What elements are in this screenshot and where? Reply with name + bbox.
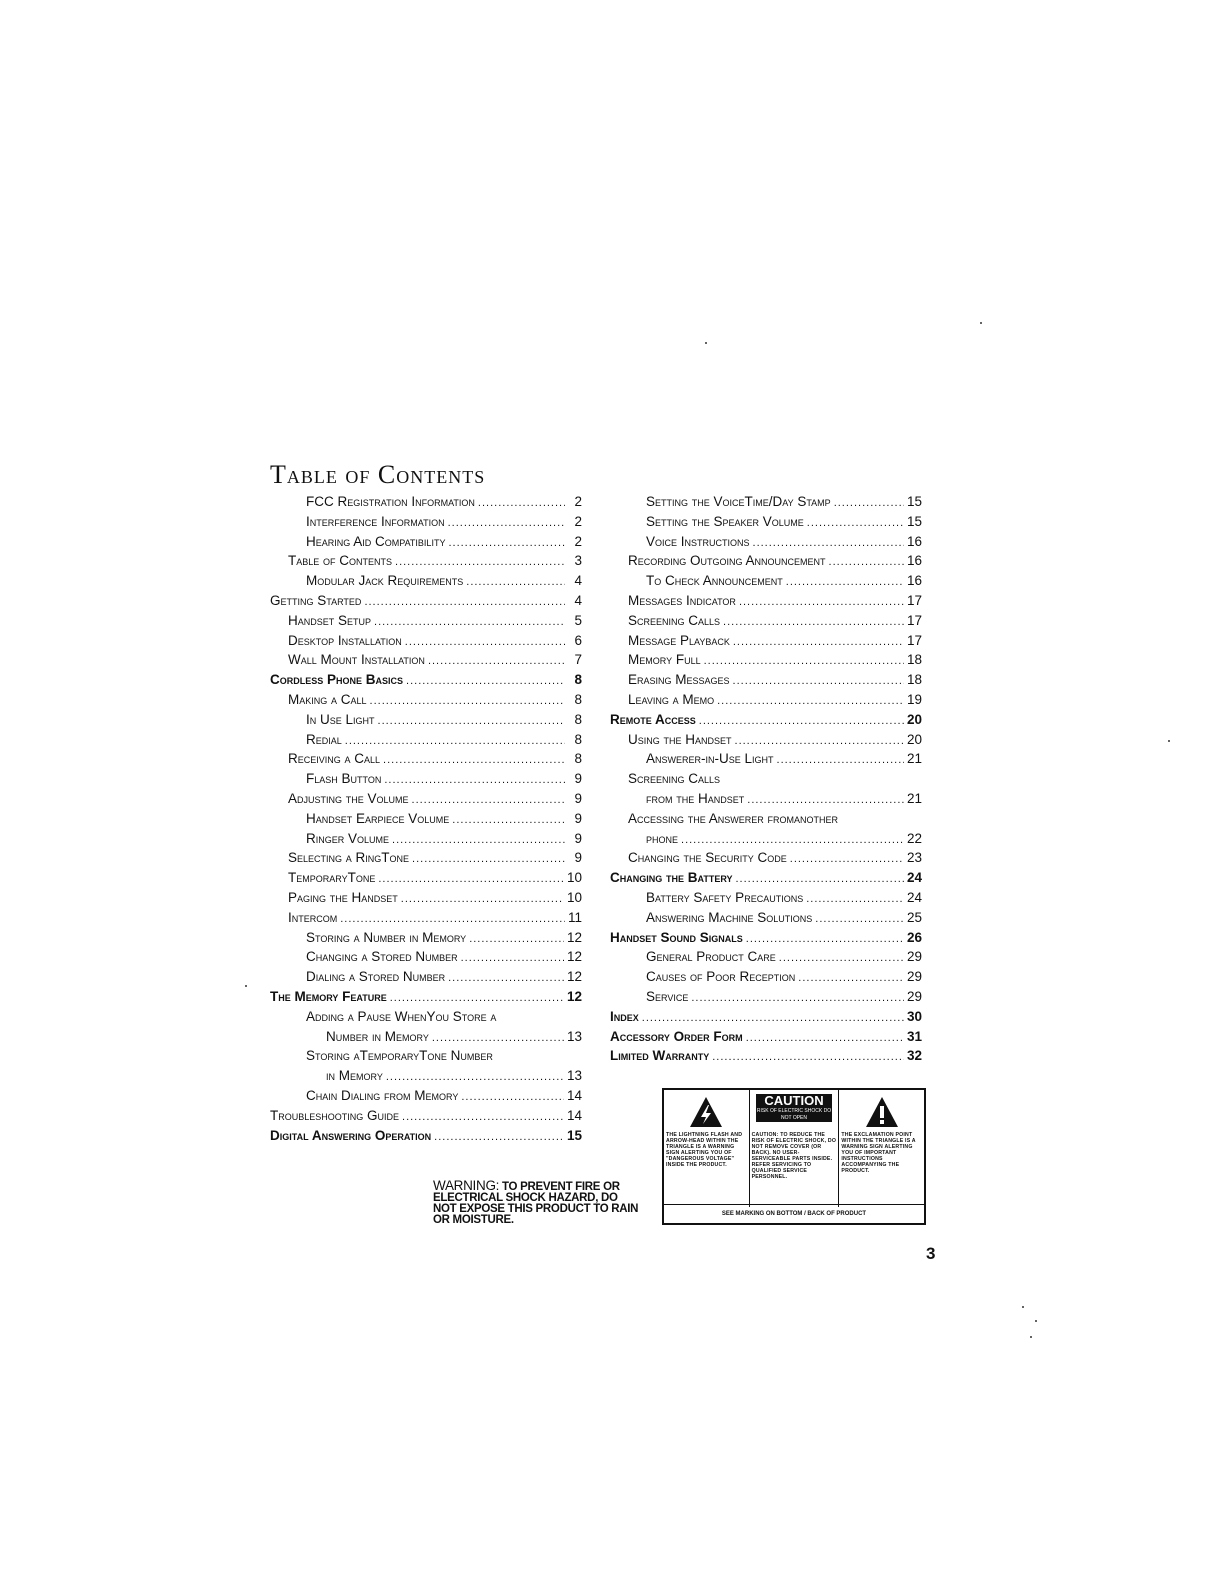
toc-leader-dots bbox=[432, 1032, 564, 1044]
toc-entry-page: 16 bbox=[906, 533, 922, 549]
toc-entry bbox=[270, 553, 582, 573]
toc-entry-page: 7 bbox=[574, 652, 582, 668]
toc-entry-page: 5 bbox=[574, 612, 582, 628]
caution-middle-panel bbox=[750, 1090, 840, 1207]
toc-entry-label: Ringer Volume bbox=[306, 830, 390, 846]
toc-leader-dots bbox=[790, 853, 904, 865]
toc-entry bbox=[610, 969, 922, 989]
toc-leader-dots bbox=[815, 913, 904, 925]
toc-entry-page: 14 bbox=[566, 1107, 582, 1123]
toc-leader-dots bbox=[786, 576, 904, 588]
toc-leader-dots bbox=[452, 814, 565, 826]
caution-right-text: THE EXCLAMATION POINT WITHIN THE TRIANGLE IS A WARNING SIGN ALERTING YOU OF IMPORTANT INSTRUCTIONS ACCOMPANYING THE PRODUCT. bbox=[841, 1132, 916, 1174]
toc-entry-page: 14 bbox=[566, 1087, 582, 1103]
toc-entry bbox=[610, 910, 922, 930]
toc-entry-label: Battery Safety Precautions bbox=[646, 889, 804, 905]
exclamation-triangle-icon bbox=[865, 1096, 899, 1128]
toc-entry-page: 24 bbox=[906, 889, 922, 905]
toc-entry-page: 24 bbox=[906, 870, 922, 886]
toc-leader-dots bbox=[402, 1111, 564, 1123]
toc-entry-page: 11 bbox=[567, 909, 582, 925]
toc-entry-label: Answering Machine Solutions bbox=[646, 909, 813, 925]
toc-entry-label: Memory Full bbox=[628, 652, 701, 668]
toc-leader-dots bbox=[834, 497, 904, 509]
toc-entry bbox=[270, 1029, 582, 1049]
toc-entry-page: 21 bbox=[906, 751, 922, 767]
toc-entry-label: Table of Contents bbox=[288, 553, 393, 569]
toc-leader-dots bbox=[777, 754, 904, 766]
toc-entry bbox=[270, 771, 582, 791]
toc-entry bbox=[270, 712, 582, 732]
toc-entry-label: Desktop Installation bbox=[288, 632, 402, 648]
toc-entry bbox=[270, 1009, 582, 1029]
toc-entry-label: Voice Instructions bbox=[646, 533, 750, 549]
toc-entry bbox=[610, 1009, 922, 1029]
toc-entry-label: Cordless Phone Basics bbox=[270, 672, 404, 688]
toc-entry bbox=[270, 791, 582, 811]
toc-entry-page: 4 bbox=[574, 592, 582, 608]
toc-entry-page: 2 bbox=[574, 513, 582, 529]
toc-entry-page: 9 bbox=[574, 790, 582, 806]
toc-leader-dots bbox=[746, 1032, 904, 1044]
caution-footer: SEE MARKING ON BOTTOM / BACK OF PRODUCT bbox=[664, 1204, 924, 1223]
toc-entry bbox=[610, 751, 922, 771]
caution-middle-text: CAUTION: TO REDUCE THE RISK OF ELECTRIC SHOCK, DO NOT REMOVE COVER (OR BACK). NO USER-SERVICEABLE PARTS INSIDE. REFER SERVICING TO QUALIFIED SERVICE PERSONNEL. bbox=[751, 1132, 837, 1180]
toc-entry bbox=[270, 633, 582, 653]
toc-leader-dots bbox=[753, 537, 904, 549]
toc-leader-dots bbox=[733, 636, 904, 648]
toc-entry-page: 22 bbox=[906, 830, 922, 846]
toc-entry-label: Handset Earpiece Volume bbox=[306, 810, 450, 826]
toc-entry-label: Erasing Messages bbox=[628, 672, 730, 688]
toc-leader-dots bbox=[448, 972, 564, 984]
page-number: 3 bbox=[926, 1244, 936, 1263]
toc-leader-dots bbox=[735, 735, 904, 747]
toc-entry-label: Changing a Stored Number bbox=[306, 949, 458, 965]
toc-entry-label: Accessory Order Form bbox=[610, 1028, 743, 1044]
toc-entry bbox=[270, 811, 582, 831]
toc-entry-label: To Check Announcement bbox=[646, 573, 783, 589]
toc-entry-label: Changing the Battery bbox=[610, 870, 733, 886]
toc-left-column bbox=[270, 494, 582, 1147]
toc-leader-dots bbox=[806, 893, 904, 905]
toc-leader-dots bbox=[733, 675, 904, 687]
toc-entry bbox=[610, 553, 922, 573]
toc-entry-label: Screening Calls bbox=[628, 771, 721, 787]
toc-entry-label: Redial bbox=[306, 731, 342, 747]
toc-leader-dots bbox=[779, 952, 904, 964]
toc-entry bbox=[610, 494, 922, 514]
toc-entry-label: Accessing the Answerer fromanother bbox=[628, 810, 839, 826]
toc-entry bbox=[610, 870, 922, 890]
caution-left-panel bbox=[664, 1090, 750, 1207]
scan-speck bbox=[245, 985, 247, 987]
toc-entry bbox=[270, 949, 582, 969]
toc-entry-label: Paging the Handset bbox=[288, 889, 398, 905]
scan-speck bbox=[1030, 1336, 1032, 1338]
toc-entry-page: 9 bbox=[574, 810, 582, 826]
toc-leader-dots bbox=[469, 933, 564, 945]
toc-entry-label: Causes of Poor Reception bbox=[646, 969, 796, 985]
toc-entry-page: 2 bbox=[574, 494, 582, 509]
toc-leader-dots bbox=[712, 1051, 904, 1063]
toc-entry-label: Getting Started bbox=[270, 592, 362, 608]
toc-leader-dots bbox=[829, 556, 904, 568]
toc-leader-dots bbox=[412, 853, 565, 865]
toc-entry-page: 12 bbox=[566, 929, 582, 945]
toc-entry bbox=[270, 613, 582, 633]
caution-banner-subtitle: RISK OF ELECTRIC SHOCK DO NOT OPEN bbox=[756, 1108, 832, 1121]
toc-entry-page: 10 bbox=[566, 870, 582, 886]
toc-leader-dots bbox=[798, 972, 904, 984]
toc-leader-dots bbox=[406, 675, 565, 687]
toc-entry bbox=[270, 910, 582, 930]
toc-entry bbox=[270, 732, 582, 752]
toc-leader-dots bbox=[747, 794, 904, 806]
toc-entry bbox=[610, 633, 922, 653]
scan-speck bbox=[980, 322, 982, 324]
toc-entry-label: Setting the Speaker Volume bbox=[646, 513, 804, 529]
toc-leader-dots bbox=[717, 695, 904, 707]
toc-leader-dots bbox=[390, 992, 564, 1004]
toc-entry-page: 8 bbox=[574, 731, 582, 747]
toc-leader-dots bbox=[395, 556, 565, 568]
toc-entry-label: from the Handset bbox=[646, 790, 745, 806]
page-title: Table of Contents bbox=[270, 460, 486, 489]
toc-entry bbox=[270, 494, 582, 514]
toc-entry-page: 23 bbox=[906, 850, 922, 866]
toc-entry-label: Storing a Number in Memory bbox=[306, 929, 467, 945]
toc-leader-dots bbox=[378, 873, 564, 885]
toc-entry-label: Flash Button bbox=[306, 771, 382, 787]
toc-entry-page: 17 bbox=[906, 632, 922, 648]
toc-entry bbox=[610, 850, 922, 870]
toc-entry-label: Number in Memory bbox=[326, 1028, 429, 1044]
toc-entry-label: Changing the Security Code bbox=[628, 850, 787, 866]
toc-entry-page: 13 bbox=[566, 1068, 582, 1084]
toc-entry-page: 21 bbox=[906, 790, 922, 806]
toc-leader-dots bbox=[478, 497, 565, 509]
toc-entry bbox=[270, 1068, 582, 1088]
toc-entry bbox=[610, 613, 922, 633]
toc-entry bbox=[270, 831, 582, 851]
toc-entry-label: Adding a Pause WhenYou Store a bbox=[306, 1008, 497, 1024]
toc-entry bbox=[610, 1048, 922, 1068]
caution-label bbox=[662, 1088, 926, 1225]
toc-leader-dots bbox=[461, 1091, 564, 1103]
toc-entry-label: Screening Calls bbox=[628, 612, 721, 628]
toc-entry bbox=[270, 751, 582, 771]
toc-leader-dots bbox=[736, 873, 904, 885]
toc-entry-label: The Memory Feature bbox=[270, 988, 387, 1004]
toc-entry bbox=[610, 534, 922, 554]
toc-entry bbox=[610, 811, 922, 831]
toc-entry-label: Intercom bbox=[288, 909, 338, 925]
toc-entry bbox=[610, 930, 922, 950]
toc-entry-page: 15 bbox=[566, 1127, 582, 1143]
toc-entry bbox=[270, 930, 582, 950]
toc-entry bbox=[610, 732, 922, 752]
toc-entry-label: Index bbox=[610, 1008, 639, 1024]
toc-entry bbox=[270, 692, 582, 712]
toc-entry bbox=[610, 652, 922, 672]
toc-leader-dots bbox=[466, 576, 565, 588]
toc-entry-label: Wall Mount Installation bbox=[288, 652, 425, 668]
toc-entry bbox=[610, 831, 922, 851]
toc-entry bbox=[270, 593, 582, 613]
toc-entry bbox=[610, 791, 922, 811]
toc-entry-page: 29 bbox=[906, 969, 922, 985]
toc-leader-dots bbox=[405, 636, 565, 648]
toc-entry-page: 18 bbox=[906, 672, 922, 688]
toc-entry-page: 9 bbox=[574, 830, 582, 846]
toc-entry-page: 8 bbox=[574, 751, 582, 767]
toc-leader-dots bbox=[364, 596, 565, 608]
toc-entry bbox=[610, 771, 922, 791]
warning-text: TO PREVENT FIRE OR ELECTRICAL SHOCK HAZARD, DO NOT EXPOSE THIS PRODUCT TO RAIN OR MOISTURE. bbox=[433, 1181, 639, 1226]
toc-entry-page: 26 bbox=[906, 929, 922, 945]
toc-entry-page: 3 bbox=[574, 553, 582, 569]
toc-entry-label: Digital Answering Operation bbox=[270, 1127, 432, 1143]
toc-entry bbox=[610, 672, 922, 692]
toc-entry-label: FCC Registration Information bbox=[306, 494, 475, 509]
toc-entry bbox=[270, 969, 582, 989]
toc-leader-dots bbox=[378, 715, 565, 727]
scan-speck bbox=[705, 342, 707, 344]
toc-entry bbox=[610, 692, 922, 712]
caution-banner-title: CAUTION bbox=[764, 1093, 824, 1108]
toc-entry-page: 32 bbox=[906, 1048, 922, 1064]
scan-speck bbox=[1168, 740, 1170, 742]
toc-leader-dots bbox=[383, 754, 565, 766]
toc-entry-page: 2 bbox=[574, 533, 582, 549]
lightning-triangle-icon bbox=[689, 1096, 723, 1128]
toc-leader-dots bbox=[448, 517, 565, 529]
toc-leader-dots bbox=[386, 1071, 564, 1083]
toc-leader-dots bbox=[681, 834, 904, 846]
toc-entry-label: Interference Information bbox=[306, 513, 445, 529]
toc-entry-label: Messages Indicator bbox=[628, 592, 736, 608]
toc-entry-label: Hearing Aid Compatibility bbox=[306, 533, 446, 549]
scan-speck bbox=[1035, 1320, 1037, 1322]
toc-entry bbox=[610, 712, 922, 732]
toc-entry-label: Troubleshooting Guide bbox=[270, 1107, 400, 1123]
toc-leader-dots bbox=[401, 893, 564, 905]
toc-entry-page: 30 bbox=[906, 1008, 922, 1024]
toc-entry bbox=[610, 1029, 922, 1049]
toc-leader-dots bbox=[642, 1012, 904, 1024]
toc-entry-label: Receiving a Call bbox=[288, 751, 381, 767]
toc-leader-dots bbox=[704, 655, 904, 667]
toc-entry-page: 18 bbox=[906, 652, 922, 668]
toc-entry-label: Limited Warranty bbox=[610, 1048, 710, 1064]
toc-entry-page: 12 bbox=[566, 949, 582, 965]
toc-entry-page: 15 bbox=[906, 513, 922, 529]
toc-entry-page: 16 bbox=[906, 553, 922, 569]
toc-entry-page: 20 bbox=[906, 711, 922, 727]
toc-entry-label: Modular Jack Requirements bbox=[306, 573, 464, 589]
toc-entry-label: Answerer-in-Use Light bbox=[646, 751, 774, 767]
toc-entry-page: 17 bbox=[906, 592, 922, 608]
toc-entry-page: 12 bbox=[566, 969, 582, 985]
toc-entry-label: Remote Access bbox=[610, 711, 696, 727]
toc-entry-label: in Memory bbox=[326, 1068, 383, 1084]
toc-entry bbox=[270, 1048, 582, 1068]
toc-entry-page: 4 bbox=[574, 573, 582, 589]
toc-leader-dots bbox=[434, 1131, 564, 1143]
toc-entry bbox=[610, 514, 922, 534]
warning-notice bbox=[433, 1180, 643, 1226]
toc-entry bbox=[270, 573, 582, 593]
toc-entry bbox=[270, 652, 582, 672]
caution-banner bbox=[756, 1094, 833, 1122]
toc-leader-dots bbox=[448, 537, 565, 549]
toc-leader-dots bbox=[374, 616, 565, 628]
toc-entry bbox=[610, 573, 922, 593]
toc-entry bbox=[270, 672, 582, 692]
toc-leader-dots bbox=[461, 952, 564, 964]
toc-entry-label: General Product Care bbox=[646, 949, 776, 965]
toc-entry-label: In Use Light bbox=[306, 711, 375, 727]
toc-leader-dots bbox=[392, 834, 565, 846]
toc-entry-page: 10 bbox=[566, 889, 582, 905]
toc-entry-label: Message Playback bbox=[628, 632, 730, 648]
toc-entry-page: 16 bbox=[906, 573, 922, 589]
toc-entry-page: 20 bbox=[906, 731, 922, 747]
toc-leader-dots bbox=[384, 774, 565, 786]
toc-entry bbox=[270, 989, 582, 1009]
toc-leader-dots bbox=[428, 655, 565, 667]
toc-entry-label: Recording Outgoing Announcement bbox=[628, 553, 826, 569]
toc-entry-page: 29 bbox=[906, 988, 922, 1004]
toc-entry bbox=[610, 890, 922, 910]
toc-leader-dots bbox=[723, 616, 904, 628]
toc-entry bbox=[270, 870, 582, 890]
toc-entry bbox=[270, 890, 582, 910]
toc-leader-dots bbox=[746, 933, 904, 945]
toc-entry-label: Adjusting the Volume bbox=[288, 790, 409, 806]
toc-entry-label: Chain Dialing from Memory bbox=[306, 1087, 459, 1103]
toc-right-column bbox=[610, 494, 922, 1068]
toc-entry bbox=[610, 949, 922, 969]
toc-entry-page: 8 bbox=[574, 691, 582, 707]
toc-leader-dots bbox=[412, 794, 565, 806]
toc-entry bbox=[270, 850, 582, 870]
toc-entry-label: Using the Handset bbox=[628, 731, 732, 747]
scan-speck bbox=[1022, 1306, 1024, 1308]
toc-entry-page: 25 bbox=[906, 909, 922, 925]
toc-entry bbox=[270, 514, 582, 534]
toc-entry-label: Handset Sound Signals bbox=[610, 929, 743, 945]
toc-entry-label: Dialing a Stored Number bbox=[306, 969, 446, 985]
toc-entry bbox=[610, 593, 922, 613]
toc-leader-dots bbox=[739, 596, 904, 608]
toc-entry-page: 15 bbox=[906, 494, 922, 509]
toc-entry bbox=[610, 989, 922, 1009]
toc-leader-dots bbox=[340, 913, 565, 925]
caution-right-panel bbox=[839, 1090, 924, 1207]
warning-heading: WARNING: bbox=[433, 1178, 500, 1193]
toc-entry bbox=[270, 534, 582, 554]
toc-entry-label: Service bbox=[646, 988, 689, 1004]
toc-leader-dots bbox=[370, 695, 565, 707]
toc-entry-page: 8 bbox=[574, 672, 582, 688]
toc-entry-label: Selecting a RingTone bbox=[288, 850, 410, 866]
toc-entry-page: 29 bbox=[906, 949, 922, 965]
toc-leader-dots bbox=[807, 517, 904, 529]
toc-entry-label: Making a Call bbox=[288, 691, 367, 707]
toc-entry bbox=[270, 1108, 582, 1128]
toc-leader-dots bbox=[691, 992, 904, 1004]
toc-leader-dots bbox=[345, 735, 565, 747]
caution-left-text: THE LIGHTNING FLASH AND ARROW-HEAD WITHIN THE TRIANGLE IS A WARNING SIGN ALERTING YOU OF "DANGEROUS VOLTAGE" INSIDE THE PRODUCT. bbox=[666, 1132, 743, 1168]
toc-entry-label: Handset Setup bbox=[288, 612, 372, 628]
toc-entry-page: 17 bbox=[906, 612, 922, 628]
toc-entry-label: Setting the VoiceTime/Day Stamp bbox=[646, 494, 831, 509]
toc-entry-page: 31 bbox=[906, 1028, 922, 1044]
toc-entry-label: TemporaryTone bbox=[288, 870, 376, 886]
toc-entry-page: 9 bbox=[574, 771, 582, 787]
toc-entry bbox=[270, 1128, 582, 1148]
toc-entry-page: 6 bbox=[574, 632, 582, 648]
toc-entry-label: Leaving a Memo bbox=[628, 691, 715, 707]
toc-entry-page: 8 bbox=[574, 711, 582, 727]
toc-entry bbox=[270, 1088, 582, 1108]
toc-entry-page: 13 bbox=[566, 1028, 582, 1044]
toc-entry-label: phone bbox=[646, 830, 679, 846]
toc-entry-page: 12 bbox=[566, 988, 582, 1004]
toc-leader-dots bbox=[699, 715, 904, 727]
toc-entry-page: 19 bbox=[906, 691, 922, 707]
toc-entry-label: Storing aTemporaryTone Number bbox=[306, 1048, 493, 1064]
toc-entry-page: 9 bbox=[574, 850, 582, 866]
